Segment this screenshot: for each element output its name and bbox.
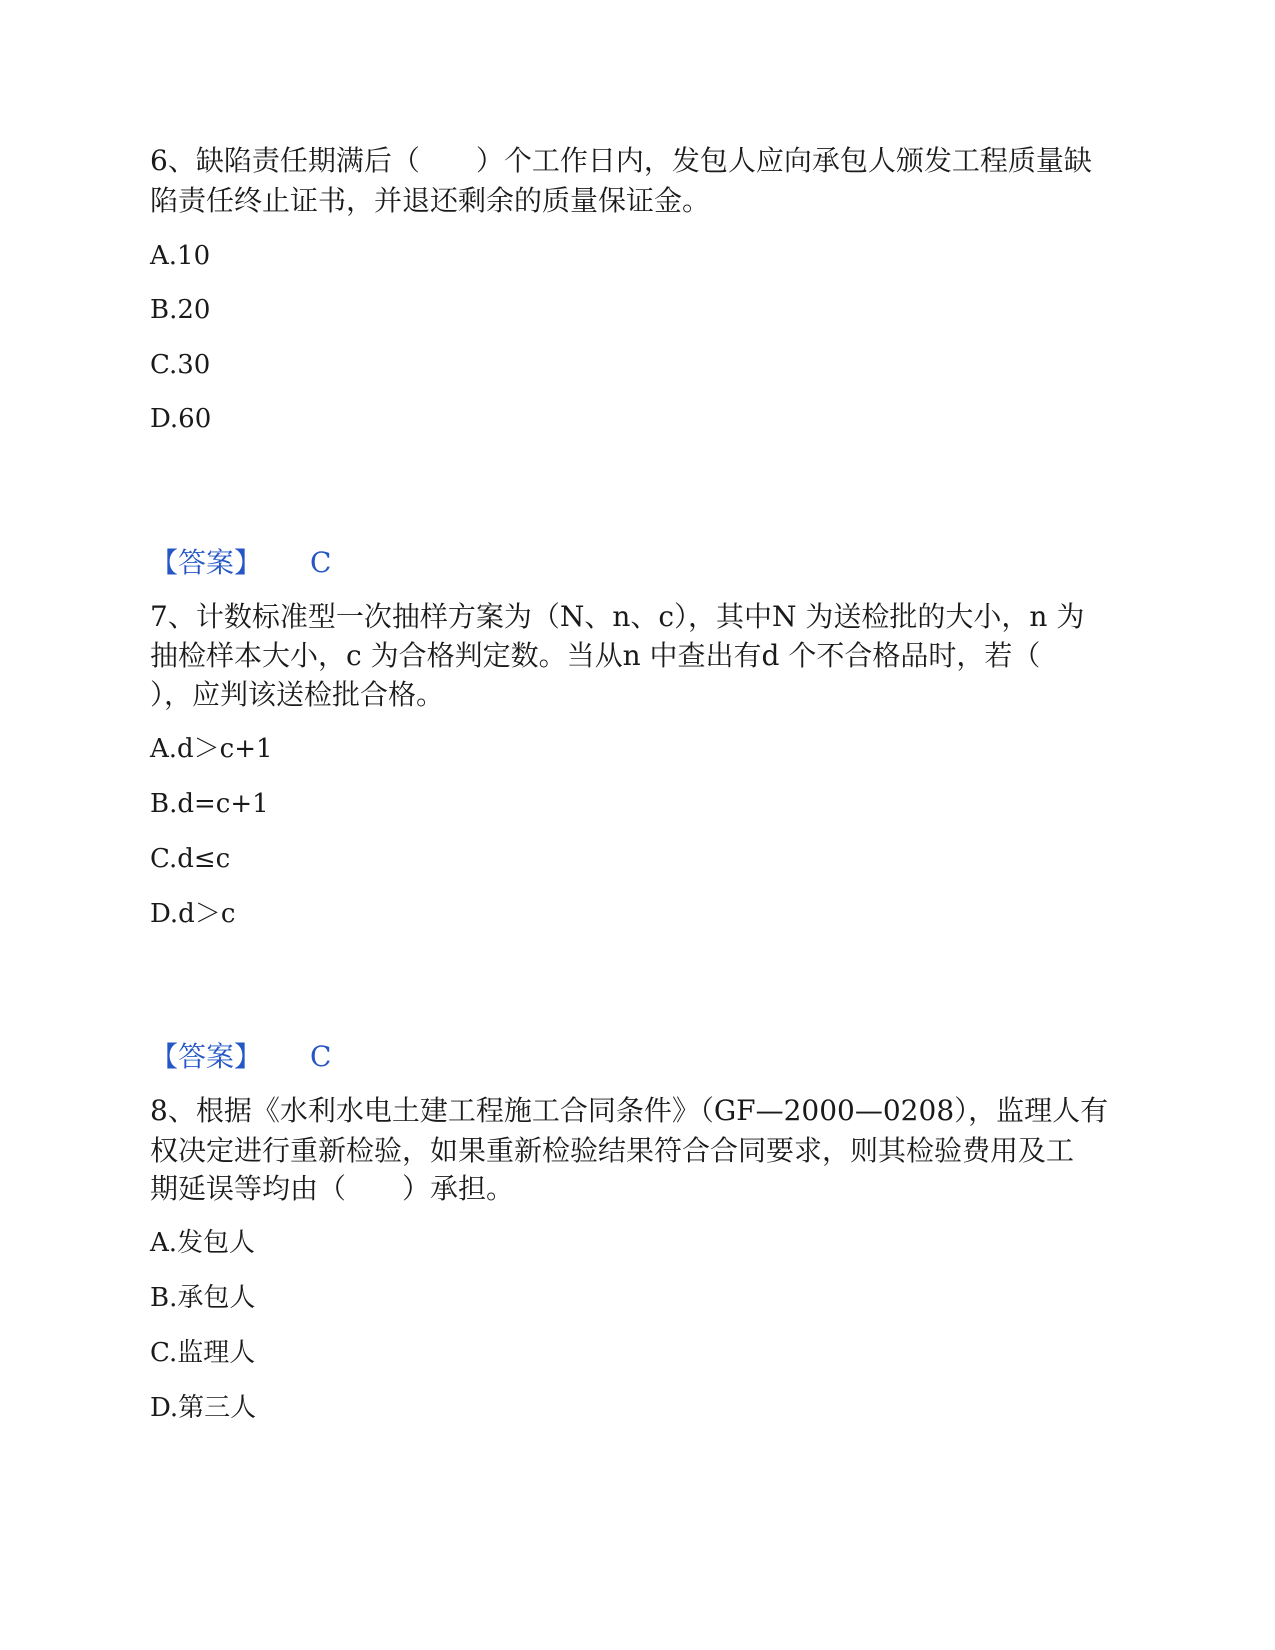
q8-stem-line-3: 期延误等均由（ ）承担。 — [150, 1172, 515, 1205]
q6-option-c: C.30 — [150, 350, 211, 380]
q6-option-a: A.10 — [150, 241, 211, 271]
q8-option-a: A.发包人 — [150, 1228, 256, 1258]
q7-option-b: B.d=c+1 — [150, 789, 269, 819]
q7-option-c: C.d≤c — [150, 844, 231, 874]
q6-option-d: D.60 — [150, 404, 212, 434]
answer-label: 【答案】 — [150, 546, 263, 579]
q8-option-b: B.承包人 — [150, 1283, 256, 1313]
q7-answer — [150, 1037, 331, 1077]
q7-option-d: D.d＞c — [150, 899, 236, 929]
q6-answer — [150, 543, 331, 583]
q8-option-c: C.监理人 — [150, 1338, 256, 1368]
answer-value: C — [310, 546, 332, 579]
q8-stem-line-1: 8、根据《水利水电土建工程施工合同条件》（GF—2000—0208），监理人有 — [150, 1094, 1109, 1127]
q6-option-b: B.20 — [150, 295, 211, 325]
q7-stem-line-3: ），应判该送检批合格。 — [150, 678, 445, 711]
q6-stem-line-1: 6、缺陷责任期满后（ ）个工作日内，发包人应向承包人颁发工程质量缺 — [150, 144, 1092, 177]
answer-label: 【答案】 — [150, 1040, 263, 1073]
q8-stem-line-2: 权决定进行重新检验，如果重新检验结果符合合同要求，则其检验费用及工 — [150, 1134, 1075, 1167]
answer-value: C — [310, 1040, 332, 1073]
q6-stem-line-2: 陷责任终止证书，并退还剩余的质量保证金。 — [150, 184, 711, 217]
q7-stem-line-1: 7、计数标准型一次抽样方案为（N、n、c），其中N 为送检批的大小，n 为 — [150, 600, 1085, 633]
q7-stem-line-2: 抽检样本大小，c 为合格判定数。当从n 中查出有d 个不合格品时，若（ — [150, 639, 1041, 672]
q7-option-a: A.d＞c+1 — [150, 734, 273, 764]
q8-option-d: D.第三人 — [150, 1393, 257, 1423]
